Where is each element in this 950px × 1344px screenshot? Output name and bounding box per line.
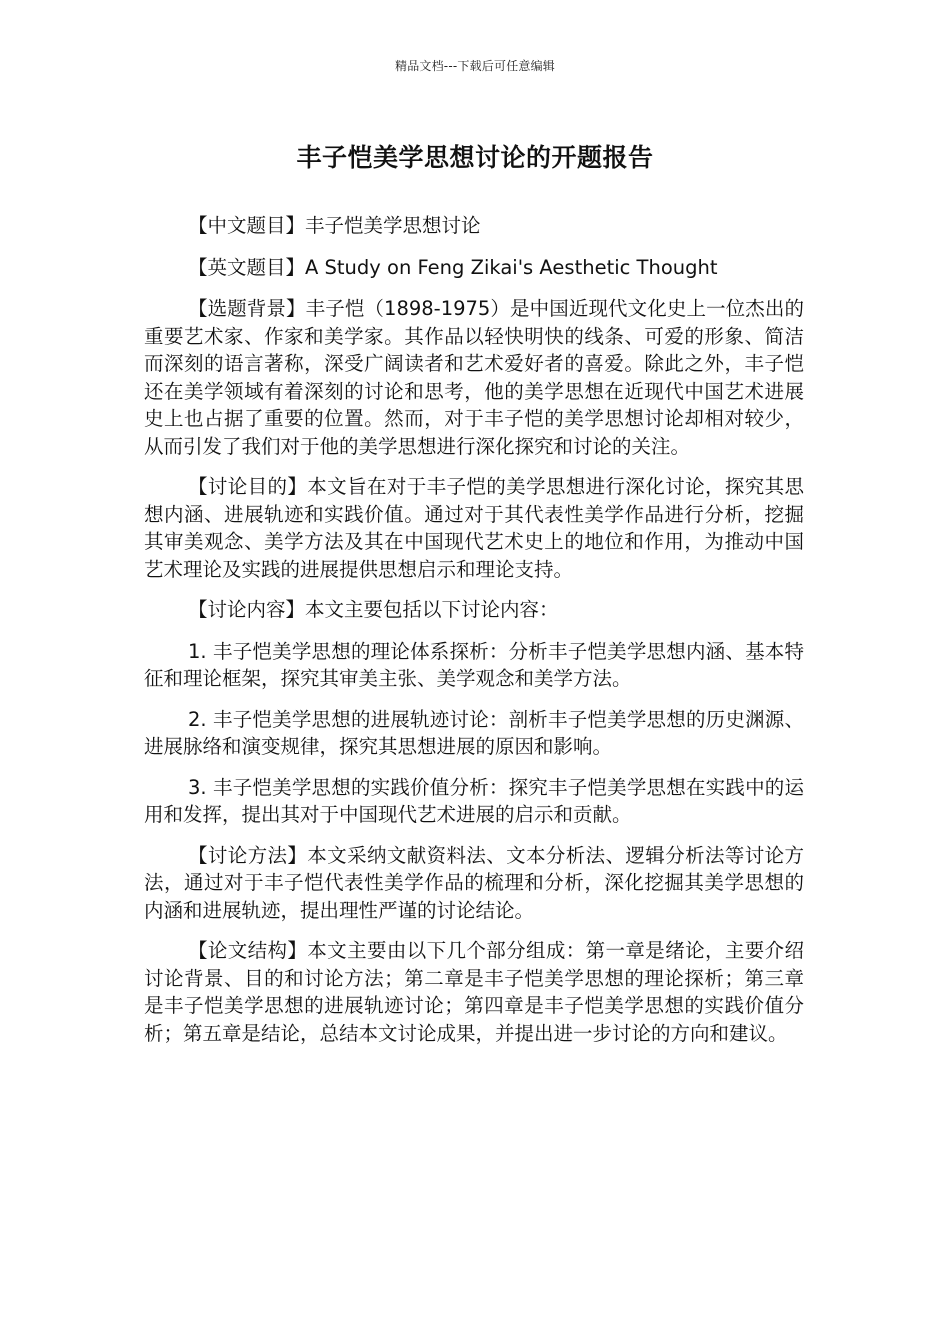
document-body [144, 212, 804, 1060]
method-paragraph: 【讨论方法】本文采纳文献资料法、文本分析法、逻辑分析法等讨论方法，通过对于丰子恺代表性美学作品的梳理和分析，深化挖掘其美学思想的内涵和进展轨迹，提出理性严谨的讨论结论。 [144, 843, 804, 922]
header-note: 精品文档---下载后可任意编辑 [395, 59, 555, 73]
structure-paragraph: 【论文结构】本文主要由以下几个部分组成：第一章是绪论，主要介绍讨论背景、目的和讨论方法；第二章是丰子恺美学思想的理论探析；第三章是丰子恺美学思想的进展轨迹讨论；第四章是丰子恺美学思想的实践价值分析；第五章是结论，总结本文讨论成果，并提出进一步讨论的方向和建议。 [144, 939, 804, 1045]
content-item-2: 2. 丰子恺美学思想的进展轨迹讨论：剖析丰子恺美学思想的历史渊源、进展脉络和演变规律，探究其思想进展的原因和影响。 [144, 707, 804, 758]
content-item-1: 1. 丰子恺美学思想的理论体系探析：分析丰子恺美学思想内涵、基本特征和理论框架，探究其审美主张、美学观念和美学方法。 [144, 639, 804, 690]
content-intro-paragraph: 【讨论内容】本文主要包括以下讨论内容： [188, 598, 559, 621]
document-title: 丰子恺美学思想讨论的开题报告 [296, 143, 654, 172]
content-item-3: 3. 丰子恺美学思想的实践价值分析：探究丰子恺美学思想在实践中的运用和发挥，提出其对于中国现代艺术进展的启示和贡献。 [144, 775, 804, 826]
chinese-title-paragraph: 【中文题目】丰子恺美学思想讨论 [188, 214, 481, 237]
purpose-paragraph: 【讨论目的】本文旨在对于丰子恺的美学思想进行深化讨论，探究其思想内涵、进展轨迹和实践价值。通过对于其代表性美学作品进行分析，挖掘其审美观念、美学方法及其在中国现代艺术史上的地位和作用，为推动中国艺术理论及实践的进展提供思想启示和理论支持。 [144, 475, 804, 581]
english-title-paragraph: 【英文题目】A Study on Feng Zikai's Aesthetic Thought [188, 255, 718, 279]
background-paragraph: 【选题背景】丰子恺（1898-1975）是中国近现代文化史上一位杰出的重要艺术家、作家和美学家。其作品以轻快明快的线条、可爱的形象、简洁而深刻的语言著称，深受广阔读者和艺术爱好者的喜爱。除此之外，丰子恺还在美学领域有着深刻的讨论和思考，他的美学思想在近现代中国艺术进展史上也占据了重要的位置。然而，对于丰子恺的美学思想讨论却相对较少，从而引发了我们对于他的美学思想进行深化探究和讨论的关注。 [144, 297, 804, 458]
